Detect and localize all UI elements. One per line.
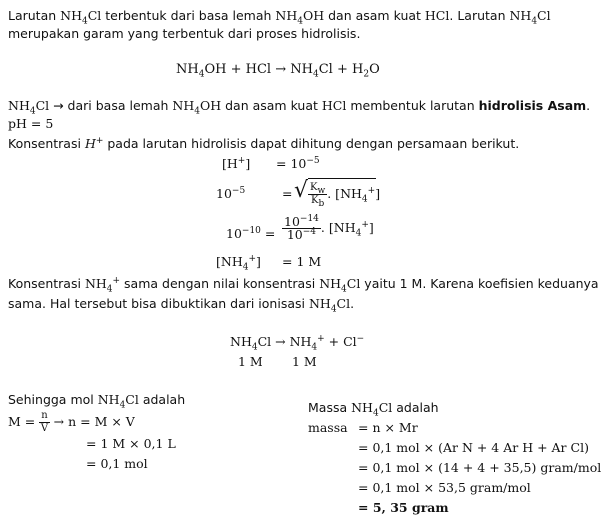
intro-line-2: merupakan garam yang terbentuk dari proses hidrolisis. bbox=[8, 26, 361, 41]
massa-line-1: = n × Mr bbox=[358, 420, 418, 435]
kw-over-kb: $\frac{K_w}{K_b}$ bbox=[310, 182, 326, 209]
ionisation-equation: $NH_4Cl \to NH_4^+ + Cl^-$ bbox=[230, 333, 365, 353]
intro-line-1: Larutan $NH_4Cl$ terbentuk dari basa lemah $NH_4OH$ dan asam kuat HCl. Larutan $NH_4Cl$ bbox=[8, 8, 551, 27]
eq3-right: $\frac{10^{-14}}{10^{-4}}$ . $[NH_4^+]$ bbox=[284, 213, 374, 242]
massa-line-2: = 0,1 mol × (Ar N + 4 Ar H + Ar Cl) bbox=[358, 440, 589, 455]
mol-step-2: = 0,1 mol bbox=[86, 456, 148, 471]
para2-line-1: Konsentrasi $NH_4^+$ sama dengan nilai konsentrasi $NH_4Cl$ yaitu 1 M. Karena koefisien keduanya bbox=[8, 275, 599, 295]
massa-result: = 5, 35 gram bbox=[358, 500, 449, 515]
nh4cl-formula: $NH_4Cl$ bbox=[509, 8, 551, 27]
nh4cl-formula: $NH_4Cl$ bbox=[8, 98, 50, 117]
n-over-v: $\frac{n}{V}$ bbox=[40, 410, 49, 434]
ph-value: pH = 5 bbox=[8, 116, 54, 131]
mol-formula: M = $\frac{n}{V}$ → n = M × V bbox=[8, 410, 135, 434]
eq4-right: = 1 M bbox=[282, 254, 322, 269]
massa-label: massa bbox=[308, 420, 348, 435]
eq-h-value: = $10^{-5}$ bbox=[276, 155, 320, 171]
sqrt-symbol: √ bbox=[294, 178, 309, 203]
nh4oh-formula: $NH_4OH$ bbox=[275, 8, 325, 27]
nh4oh-formula: $NH_4OH$ bbox=[172, 98, 222, 117]
eq4-left: $[NH_4^+]$ bbox=[216, 253, 261, 273]
reaction-equation: $NH_4OH$ + HCl → $NH_4Cl + H_2O$ bbox=[176, 62, 380, 80]
sqrt-bar bbox=[308, 178, 376, 179]
nh4cl-formula: $NH_4Cl$ bbox=[60, 8, 102, 27]
eq-h-concentration: [H+] bbox=[222, 155, 251, 171]
massa-title: Massa $NH_4Cl$ adalah bbox=[308, 400, 439, 419]
konsentrasi-intro: Konsentrasi H+ pada larutan hidrolisis dapat dihitung dengan persamaan berikut. bbox=[8, 135, 520, 151]
eq2-right: $\frac{K_w}{K_b}$ . $[NH_4^+]$ bbox=[310, 182, 381, 209]
massa-line-4: = 0,1 mol × 53,5 gram/mol bbox=[358, 480, 531, 495]
massa-line-3: = 0,1 mol × (14 + 4 + 35,5) gram/mol bbox=[358, 460, 602, 475]
eq2-left: $10^{-5}$ bbox=[216, 185, 246, 201]
hcl-formula: HCl bbox=[424, 8, 450, 23]
eq3-left: $10^{-10}$ = bbox=[226, 225, 276, 241]
statement-line: $NH_4Cl$ → dari basa lemah $NH_4OH$ dan asam kuat HCl membentuk larutan hidrolisis Asam. bbox=[8, 98, 591, 117]
hidrolisis-asam-label: hidrolisis Asam bbox=[478, 98, 587, 113]
ionisation-conc-2: 1 M bbox=[292, 354, 317, 369]
kw-kb-values-fraction: $\frac{10^{-14}}{10^{-4}}$ bbox=[284, 213, 319, 242]
para2-line-2: sama. Hal tersebut bisa dibuktikan dari ionisasi $NH_4Cl$. bbox=[8, 296, 355, 315]
mol-title: Sehingga mol $NH_4Cl$ adalah bbox=[8, 392, 186, 411]
ionisation-conc-1: 1 M bbox=[238, 354, 263, 369]
eq2-eq-sign: = bbox=[282, 186, 293, 201]
mol-step-1: = 1 M × 0,1 L bbox=[86, 436, 176, 451]
